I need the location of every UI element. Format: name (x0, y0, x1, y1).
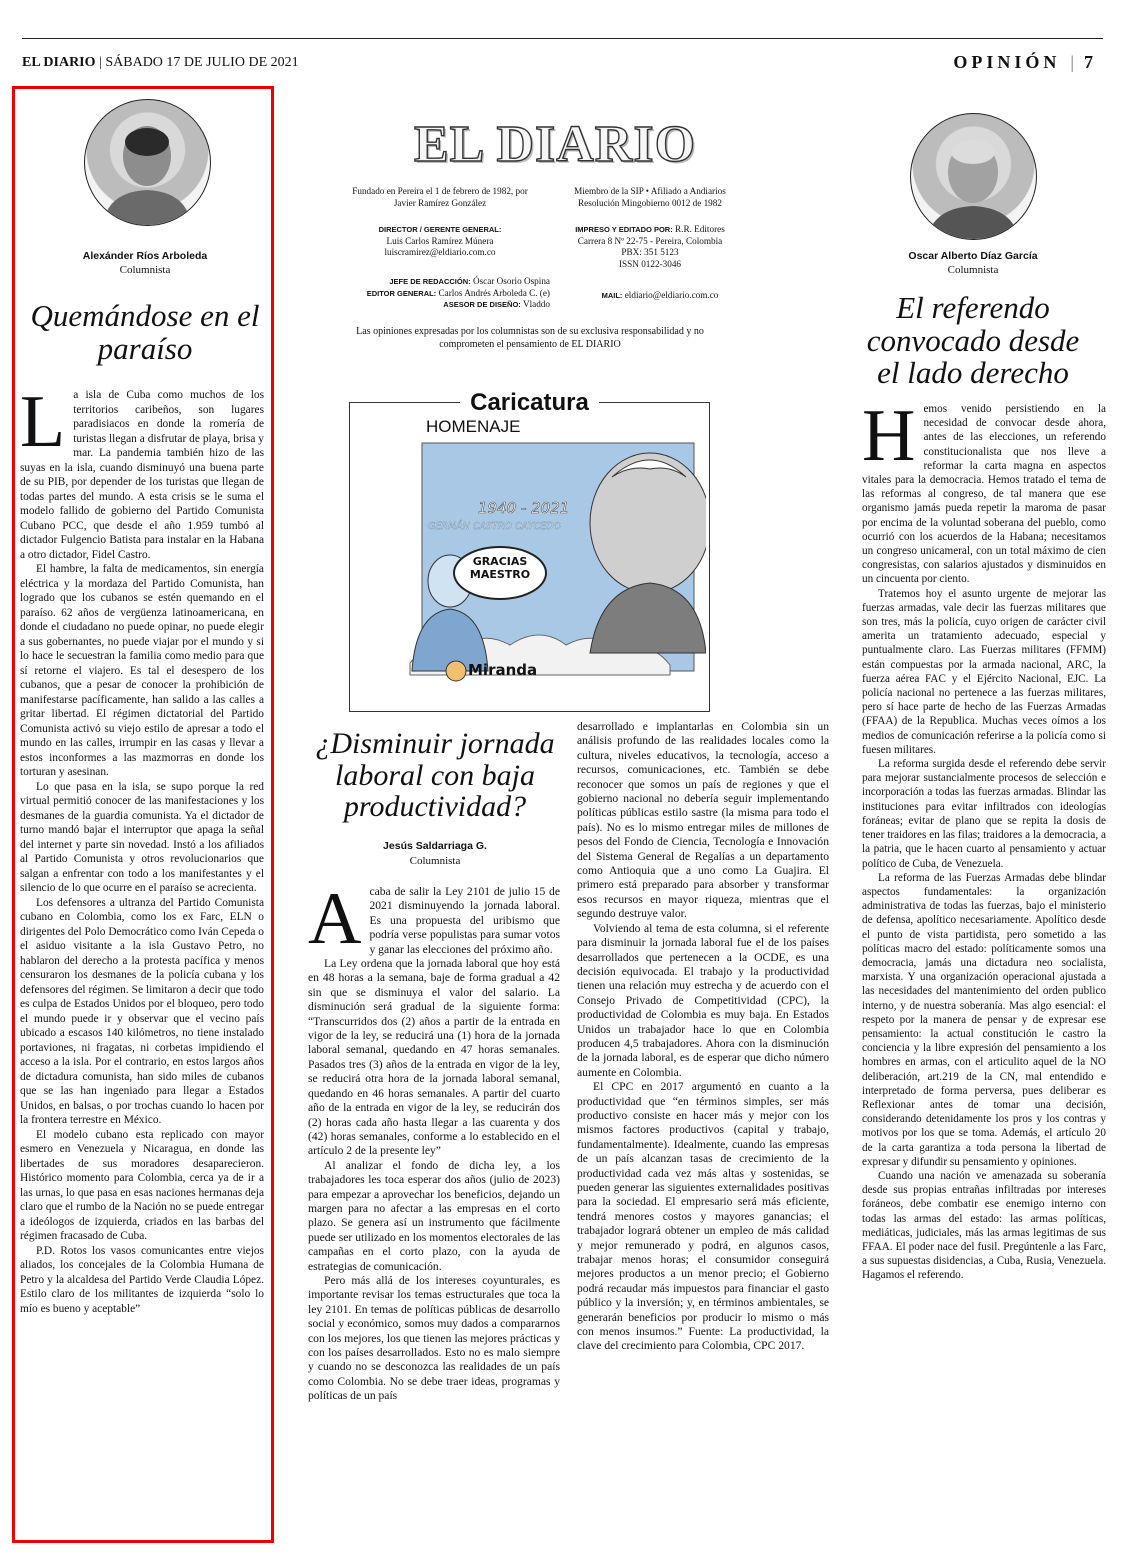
cartoon-title: Caricatura (460, 389, 599, 416)
headline-left: Quemándose en el paraíso (30, 298, 260, 366)
headline-right: El referendo convocado desde el lado derecho (866, 290, 1080, 391)
author-role-left: Columnista (119, 264, 171, 276)
author-role-center: Columnista (409, 855, 461, 867)
author-role-right: Columnista (947, 264, 999, 276)
paragraph: emos venido persistiendo en la necesidad de convocar desde ahora, antes de las elecciones, un referendo constitucionalista que nos lleve a reformar la carta magna en aspectos vitales para la democracia. Hemos tratado el tema de las reformas al congreso, de tal manera que ese organismo jamás pueda repetir la maroma de pasar por encima de la voluntad soberana del pueblo, como ocurrió con los acuerdos de la Habana; necesitamos un congreso unicameral, con un total máximo de cien congresistas, con salarios ajustados y disminuidos en un cincuenta por ciento. (862, 403, 1106, 586)
paragraph: Volviendo al tema de esta columna, si el referente para disminuir la jornada laboral fue el de los países desarrollados que pertenecen a la OCDE, es una decisión equivocada. El trabajo y la productividad tienen una relación muy estrecha y de acuerdo con el Consejo Privado de Competitividad (CPC), la productividad de Colombia es muy baja. En Estados Unidos un trabajador hace lo que en Colombia producen 4,5 trabajadores. Ahora con la disminución de la jornada laboral, es de esperar que dicho número aumente en Colombia. (577, 921, 829, 1079)
cartoon-bubble: GRACIAS MAESTRO (469, 555, 531, 581)
paragraph: El modelo cubano esta replicado con mayor esmero en Venezuela y Nicaragua, en donde las libertades de sus moradores desaparecieron. Histórico momento para Colombia, cerca ya de ir a las urnas, lo que pasa en esas naciones hermanas deja claro que el rumbo de la Nación no se puede entregar a ideólogos de izquierda, criados en las barbas del régimen fracasado de Cuba. (20, 1128, 264, 1242)
paragraph: La Ley ordena que la jornada laboral que hoy está en 48 horas a la semana, baje de forma gradual a 42 sin que se disminuya el valor del salario. La disminución será gradual de la siguiente forma: “Transcurridos dos (2) años a partir de la entrada en vigor de la ley, se reducirá una (1) hora de la jornada laboral semanal, quedando en 47 horas semanales. Pasados tres (3) años de la entrada en vigor de la ley, se reducirá otra hora de la jornada laboral semanal, quedando en 46 horas semanales. A partir del cuarto año de la entrada en vigor de la ley, se reducirán dos (2) horas cada año hasta llegar a las cuarenta y dos (42) horas semanales, conforme a lo establecido en el artículo 2 de la presente ley” (308, 957, 560, 1158)
paragraph: Los defensores a ultranza del Partido Comunista cubano en Colombia, como los ex Farc, ELN o dirigentes del Polo Democrático como Iván Cepeda o el asiduo visitante a la isla Gustavo Petro, no hablaron del derecho a la protesta pacífica y menos censuraron los desmanes de la policía cubana y los defensores del régimen. Se limitaron a decir que todo es culpa de Estados Unidos por el bloqueo, pero todo el mundo puede ir y observar que el vecino país ubicado a escasos 140 kilómetros, no tiene instalado portaviones, ni fragatas, ni corbetas impidiendo el acceso a la isla. Por el contrario, en estos largos años de dictadura comunista, han sido miles de cubanos que se las han ingeniado para llegar a Estados Unidos, en balsas, o por trochas cuando lo hacen por la frontera terrestre en México. (20, 896, 264, 1126)
cartoon-years: 1940 - 2021 (478, 499, 570, 517)
page-number: 7 (1084, 52, 1097, 72)
paragraph: El CPC en 2017 argumentó en cuanto a la productividad que “en términos simples, ser más productivo consiste en hacer más y mejor con los mismos factores productivos (capital y trabajo, fundamentalmente). Idealmente, cuando las empresas de un país alcanzan tasas de crecimiento de la productividad cada vez más altas y sostenidas, se pueden generar las siguientes externalidades positivas para la sociedad. El empresario será más eficiente, tendrá menores costos y mayores ganancias; el trabajador logrará obtener un empleo de más calidad y mejor remunerado y podrá, en algunos casos, trabajar menos horas; el consumidor conseguirá mejores productos a un menor precio; el Gobierno podrá recaudar más impuestos para financiar el gasto público y la inversión; y, en términos ambientales, se generarán beneficios por producir lo mismo o más con menos insumos.” Fuente: La productividad, la clave del crecimiento para Colombia, CPC 2017. (577, 1080, 829, 1353)
paragraph: La reforma de las Fuerzas Armadas debe blindar aspectos fundamentales: la organización administrativa de todas las fuerzas, bajo el ministerio de defensa, apolítico necesariamente. Apolítico desde el punto de vista partidista, pero sometido a las políticas macro del estado: políticamente somos una democracia, jamás una dictadura neo socialista, marxista. Y una organización operacional ajustada a las necesidades del mantenimiento del orden publico interno, y de nuestra soberanía. Mas algo esencial: el respeto por la manera de pensar y de expresar ese pensamiento: la actual constitución le castro la conciencia y la libre expresión del pensamiento a los hombres en armas, con el articulito aquel de la NO deliberación, art.219 de la CN, mal entendido e interpretado de forma perversa, pues deliberar es Reflexionar antes de tomar una decisión, considerando detenidamente los pros y los contras y motivos por los que se toma. Además, el artículo 20 de la carta garantiza a toda persona la libertad de expresar y difundir su pensamiento y opiniones. (862, 871, 1106, 1168)
section-name: OPINIÓN (953, 52, 1061, 72)
paragraph: Lo que pasa en la isla, se supo porque la red virtual permitió conocer de las manifestaciones y los desmanes de la guardia comunista. Ya el dictador de turno mandó bajar el interruptor que apaga la señal del internet y parte sin novedad. Instó a los afiliados al Partido Comunista y otros revolucionarios que salgan a enfrentar con todo a los manifestantes y el silencio de lo que ocurre en el paraíso se acrecienta. (20, 780, 264, 894)
cartoon-signature: Miranda (468, 661, 538, 679)
paragraph: P.D. Rotos los vasos comunicantes entre viejos aliados, los concejales de la Colombia Humana de Petro y la alcaldesa del Partido Verde Claudia López. Estilo claro de los militantes de izquierda “solo lo mío es bueno y aceptable” (20, 1244, 264, 1315)
author-name-left: Alexánder Ríos Arboleda (82, 250, 208, 262)
paragraph: a isla de Cuba como muchos de los territorios caribeños, son lugares paradisiacos en donde la romería de turistas llegan a disfrutar de playa, brisa y mar. La pandemia también hizo de las suyas en la isla, cuando disminuyó una buena parte de su PIB, por depender de los turistas que llegan de todas partes del mundo. A esta crisis se le suma el modelo fallido de gobierno del Partido Comunista Cubano PCC, que desde el año 1.959 tumbó al dictador Fulgencio Batista para instalar en la Habana a otro dictador, Fidel Castro. (20, 389, 264, 561)
staff-block: JEFE DE REDACCIÓN: Óscar Osorio Ospina EDITOR GENERAL: Carlos Andrés Arboleda C. (e) ASESOR DE DISEÑO: Vladdo (366, 276, 550, 309)
author-photo-right (910, 113, 1037, 240)
portrait-icon (85, 100, 210, 225)
director-block: DIRECTOR / GERENTE GENERAL: Luis Carlos Ramírez Múnera luiscramirez@eldiario.com.co (378, 225, 502, 257)
author-name-right: Oscar Alberto Díaz García (908, 250, 1038, 262)
paragraph: desarrollado e implantarlas en Colombia sin un análisis profundo de las realidades locales como la cultura, niveles educativos, la tecnología, acceso a recursos, comunicaciones, etc. También se debe reconocer que somos un país de regiones y que el gobierno nacional no debería seguir implementando políticas públicas estilo sastre (la misma para todo el país). No es lo mismo entregar miles de millones de pesos del Fondo de Ciencia, Tecnología e Innovación del Sistema General de Regalías a un departamento como Antioquia que a uno como La Guajira. El primero está preparado para absorber y transformar esos recursos en mayor riqueza, mientras que el segundo destruye valor. (577, 720, 829, 921)
paragraph: caba de salir la Ley 2101 de julio 15 de 2021 disminuyendo la jornada laboral. Es una propuesta del uribismo que podría verse populistas para sumar votos y ganar las elecciones del próximo año. (369, 885, 560, 956)
page-header-right: OPINIÓN | 7 (953, 52, 1097, 72)
cartoon-homenaje: HOMENAJE (426, 417, 521, 436)
header-rule (22, 38, 1103, 39)
founded-note: Fundado en Pereira el 1 de febrero de 1982, por Javier Ramírez González (352, 186, 528, 208)
paragraph: Pero más allá de los intereses coyunturales, es importante revisar los temas estructurales que toca la ley 2101. En temas de políticas públicas de desarrollo social y económico, somos muy dados a compararnos con los mejores, los que tienen las mejores prácticas y con los países desarrollados. Esto no es malo siempre y cuando no se desconozca las realidades de un país como Colombia. No se debe traer ideas, programas y políticas de un país (308, 1273, 560, 1403)
dropcap-center: A (308, 878, 362, 960)
paper-name: EL DIARIO (22, 55, 96, 70)
disclaimer: Las opiniones expresadas por los columnistas son de su exclusiva responsabilidad y no comprometen el pensamiento de EL DIARIO (356, 326, 704, 350)
article-body-center-col2 (577, 720, 829, 1354)
cartoon-honoree: GERMÁN CASTRO CAYCEDO (428, 521, 562, 532)
paragraph: La reforma surgida desde el referendo debe servir para mejorar sustancialmente procesos de selección e incorporación a todas las fuerzas armadas. Blindar las instituciones para evitar infiltrados con ideologías foráneas; evitar de plano que se repita la dosis de tener traidores en las filas; traidores a la democracia, a la patria, que le hacen cuarto al pensamiento y actuar político de Cuba, de Venezuela. (862, 758, 1106, 870)
cartoon-frame (349, 389, 710, 712)
mail-block: MAIL: eldiario@eldiario.com.co (601, 290, 719, 300)
printer-block: IMPRESO Y EDITADO POR: R.R. Editores Carrera 8 Nº 22-75 - Pereira, Colombia PBX: 351 5123 ISSN 0122-3046 (575, 224, 725, 269)
issue-date: SÁBADO 17 DE JULIO DE 2021 (105, 55, 299, 70)
member-note: Miembro de la SIP • Afiliado a Andiarios Resolución Mingobierno 0012 de 1982 (574, 186, 726, 208)
paragraph: El hambre, la falta de medicamentos, sin energía eléctrica y la mordaza del Partido Comunista, han logrado que los cubanos se estén quemando en el paraíso. 62 años de vergüenza latinoamericana, en donde el ciudadano no puede opinar, no puede elegir a sus gobernantes, no puede viajar por el mundo y si lo hace le secuestran la familia como medio para que sí retorne el viajero. Es tal el desespero de los cubanos, que a pesar de conocer la prohibición de manifestarse pacíficamente, han salido a las calles a gritar libertad. El régimen dictatorial del Partido Comunista activó su viejo estilo de apresar a todo el mundo en las calles, irrumpir en las casas y llevar a estos inconformes a las mazmorras en donde los torturan y asesinan. (20, 563, 264, 778)
author-name-center: Jesús Saldarriaga G. (383, 840, 487, 852)
page-header-left: EL DIARIO | SÁBADO 17 DE JULIO DE 2021 (22, 55, 299, 70)
dropcap-right: H (862, 395, 916, 477)
paragraph: Cuando una nación ve amenazada su soberanía desde sus propias entrañas infiltradas por intereses foráneos, debe combatir ese enemigo interno con todas las armas del estado: las armas políticas, mediáticas, judiciales, más las armas legitimas de sus FFAA. El poder nace del fusil. Pregúntenle a las Farc, a sus supuestas disidencias, a Cuba, Rusia, Venezuela. Hagamos el referendo. (862, 1169, 1106, 1282)
paragraph: Tratemos hoy el asunto urgente de mejorar las fuerzas armadas, vale decir las fuerzas militares que son tres, más la policía, cuyo origen de carácter civil amerita un tratamiento adecuado, especial y puntualmente claro. Las Fuerzas militares (FFMM) están compuestas por la armada nacional, ARC, la fuerza aérea FAC y el Ejército Nacional, EJC. La policía nacional no pertenece a las fuerzas militares, pero sí hace parte de hecho de las Fuerzas Armadas (FFAA) de la Republica. Muchas veces oímos a los medios de comunicación referirse a la policía como si fuesen militares. (862, 587, 1106, 756)
article-body-left (20, 381, 264, 1316)
masthead-logo: EL DIARIO (413, 116, 697, 173)
paragraph: Al analizar el fondo de dicha ley, a los trabajadores les toca esperar dos años (julio de 2023) para empezar a aprovechar los beneficios, dejando un margen para no afectar a las empresas en el corto plazo. Se genera así un instrumento que fácilmente puede ser utilizado en los momentos electorales de las campañas en el corto plazo, con la ayuda de estrategias de comunicación. (308, 1158, 560, 1273)
dropcap-left: L (20, 381, 66, 463)
article-body-center-col1 (308, 878, 560, 1404)
headline-center: ¿Disminuir jornada laboral con baja productividad? (315, 727, 555, 823)
author-photo-left (84, 99, 211, 226)
article-body-right (862, 395, 1106, 1283)
portrait-icon (911, 114, 1036, 239)
